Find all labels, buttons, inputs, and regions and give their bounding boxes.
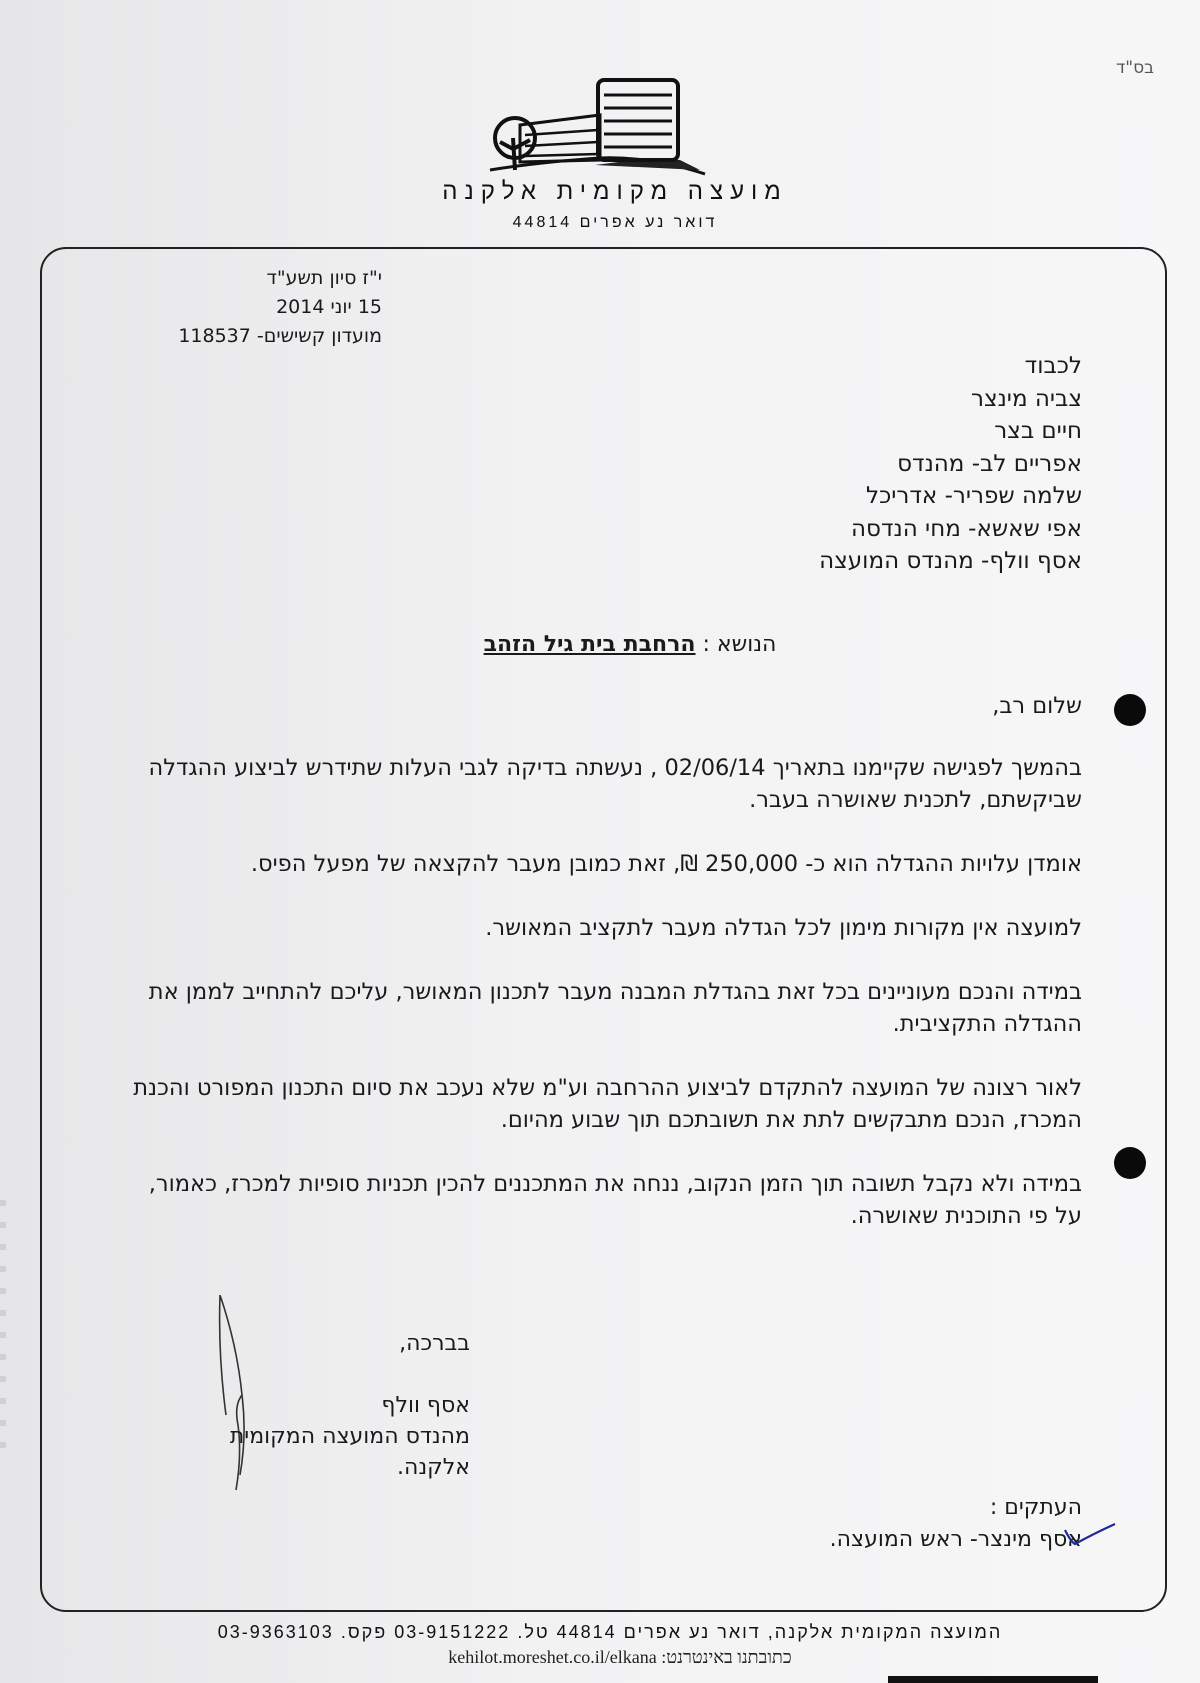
greeting: שלום רב, [992, 693, 1082, 719]
recipient: שלמה שפריר- אדריכל [866, 483, 1082, 509]
recipient: אפריים לב- מהנדס [897, 450, 1082, 477]
checkmark-icon [1063, 1520, 1118, 1548]
body-paragraph: במידה והנכם מעוניינים בכל זאת בהגדלת המבנה מעבר לתכנון המאושר, עליכם להתחייב לממן את ההגדלה התקציבית. [148, 979, 1082, 1037]
scan-artifact [888, 1676, 1098, 1683]
punch-hole [1114, 1147, 1146, 1179]
cc-recipient: אסף מינצר- ראש המועצה. [829, 1527, 1082, 1552]
body-paragraph: לאור רצונה של המועצה להתקדם לביצוע ההרחבה וע"מ שלא נעכב את סיום התכנון המפורט והכנת המכרז, הנכם מתבקשים לתת את תשובתכם תוך שבוע מהיום. [133, 1075, 1082, 1133]
tower-and-tree-logo [480, 70, 710, 180]
subject-line [0, 632, 1200, 657]
recipient: אפי שאשא- מחי הנדסה [851, 515, 1082, 542]
regards: בברכה, [399, 1331, 470, 1356]
recipient: חיים בצר [994, 418, 1082, 444]
letter-meta [122, 264, 382, 351]
cc-block [830, 1492, 1082, 1556]
recipient: אסף וולף- מהנדס המועצה [819, 548, 1082, 574]
hebrew-date: י"ז סיון תשע"ד [266, 267, 382, 289]
org-name: מועצה מקומית אלקנה [442, 178, 788, 205]
closing-block [170, 1328, 470, 1483]
body-paragraph: למועצה אין מקורות מימון לכל הגדלה מעבר לתקציב המאושר. [485, 915, 1082, 941]
recipients-block [819, 350, 1082, 578]
body-paragraph: בהמשך לפגישה שקיימנו בתאריך 02/06/14 , נעשתה בדיקה לגבי העלות שתידרש לביצוע ההגדלה שביקשתם, לתכנית שאושרה בעבר. [148, 755, 1082, 813]
subject-title: הרחבת בית גיל הזהב [483, 632, 696, 657]
scan-edge [0, 1200, 6, 1450]
footer-website: כתובתנו באינטרנט: kehilot.moreshet.co.il/elkana [448, 1647, 792, 1663]
gregorian-date: 15 יוני 2014 [276, 296, 382, 318]
footer-contact: המועצה המקומית אלקנה, דואר נע אפרים 44814 טל. 03-9151222 פקס. 03-9363103 [217, 1622, 1003, 1642]
reference-number: מועדון קשישים- 118537 [178, 325, 382, 347]
signer-name: אסף וולף [381, 1393, 470, 1418]
org-address: דואר נע אפרים 44814 [512, 214, 718, 231]
signer-title: מהנדס המועצה המקומית [229, 1424, 470, 1449]
signer-org: אלקנה. [397, 1455, 470, 1480]
subject-label: הנושא : [702, 632, 777, 657]
recipient: צביה מינצר [970, 385, 1082, 412]
cc-label: העתקים : [989, 1495, 1082, 1520]
letter-body [118, 690, 1082, 1264]
bsd-mark: בס"ד [1116, 58, 1154, 78]
body-paragraph: במידה ולא נקבל תשובה תוך הזמן הנקוב, ננחה את המתכננים להכין תכניות סופיות למכרז, כאמור, על פי התוכנית שאושרה. [148, 1171, 1082, 1229]
salutation: לכבוד [1024, 353, 1082, 379]
body-paragraph: אומדן עלויות ההגדלה הוא כ- 250,000 ₪, זאת כמובן מעבר להקצאה של מפעל הפיס. [250, 851, 1082, 877]
punch-hole [1114, 694, 1146, 726]
